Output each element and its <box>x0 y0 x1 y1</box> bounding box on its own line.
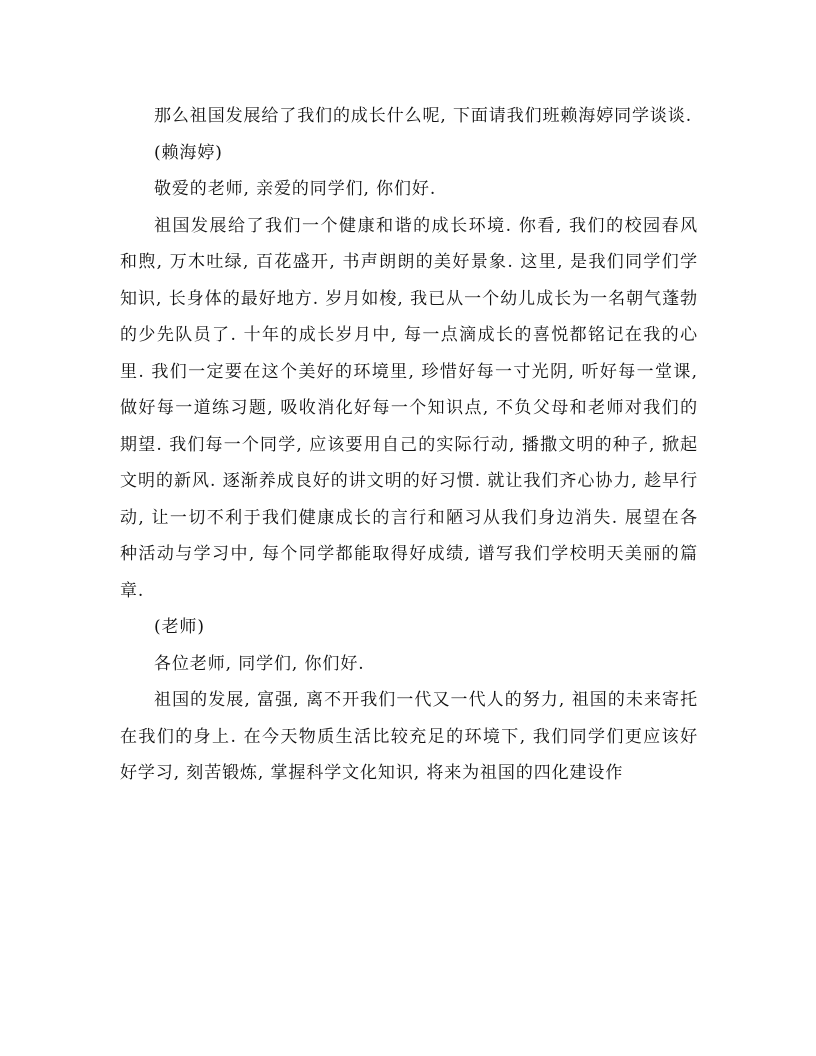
speaker-label-lai-haiting: (赖海婷) <box>154 142 223 163</box>
speaker-label-teacher: (老师) <box>154 617 205 637</box>
teacher-greeting-paragraph: 各位老师, 同学们, 你们好. <box>154 653 365 674</box>
paragraph-intro-question: 那么祖国发展给了我们的成长什么呢, 下面请我们班赖海婷同学谈谈. <box>154 106 693 126</box>
teacher-speech-paragraph: 祖国的发展, 富强, 离不开我们一代又一代人的努力, 祖国的未来寄托在我们的身上. 在今天物质生活比较充足的环境下, 我们同学们更应该好好学习, 刻苦锻炼, 掌握科学文化知识, 将来为祖国的四化建设作 <box>120 690 698 783</box>
document-body <box>120 98 698 792</box>
speech-paragraph-lai-haiting: 祖国发展给了我们一个健康和谐的成长环境. 你看, 我们的校园春风和煦, 万木吐绿, 百花盛开, 书声朗朗的美好景象. 这里, 是我们同学们学知识, 长身体的最好地方. 岁月如梭, 我已从一个幼儿成长为一名朝气蓬勃的少先队员了. 十年的成长岁月中, 每一点滴成长的喜悦都铭记在我的心里. 我们一定要在这个美好的环境里, 珍惜好每一寸光阴, 听好每一堂课, 做好每一道练习题, 吸收消化好每一个知识点, 不负父母和老师对我们的期望. 我们每一个同学, 应该要用自己的实际行动, 播撒文明的种子, 掀起文明的新风. 逐渐养成良好的讲文明的好习惯. 就让我们齐心协力, 趁早行动, 让一切不利于我们健康成长的言行和陋习从我们身边消失. 展望在各种活动与学习中, 每个同学都能取得好成绩, 谱写我们学校明天美丽的篇章. <box>120 215 698 601</box>
greeting-paragraph: 敬爱的老师, 亲爱的同学们, 你们好. <box>154 179 437 199</box>
